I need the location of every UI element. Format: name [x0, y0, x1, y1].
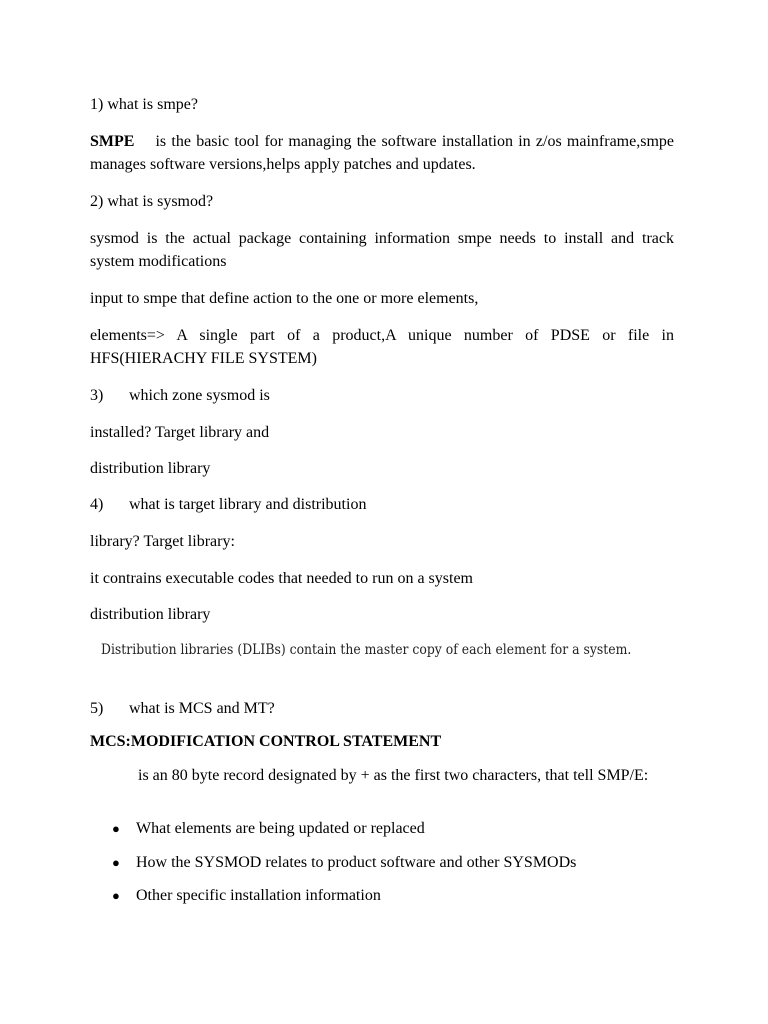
question-4-line-2: library? Target library: — [90, 533, 235, 550]
question-3-line-3: distribution library — [90, 460, 211, 477]
question-4-text: what is target library and distribution — [129, 496, 367, 513]
answer-2-line-2: input to smpe that define action to the one or more elements, — [90, 290, 479, 307]
answer-4-line-2: distribution library — [90, 606, 211, 623]
answer-4: it contrains executable codes that needed to run on a system — [90, 570, 473, 587]
question-5 — [90, 697, 674, 720]
bullet-item-1 — [112, 817, 425, 840]
question-3-number: 3) — [90, 387, 104, 404]
bullet-icon: ● — [112, 821, 120, 836]
answer-5: is an 80 byte record designated by + as the first two characters, that tell SMP/E: — [138, 767, 649, 784]
bullet-item-3 — [112, 884, 381, 907]
dlib-quote: Distribution libraries (DLIBs) contain the master copy of each element for a system. — [101, 642, 632, 658]
question-5-number: 5) — [90, 700, 104, 717]
question-4-number: 4) — [90, 496, 104, 513]
answer-1 — [90, 130, 674, 176]
question-3-line-2: installed? Target library and — [90, 424, 270, 441]
answer-2: sysmod is the actual package containing information smpe needs to install and track system modifications — [90, 230, 674, 270]
question-3-text: which zone sysmod is — [129, 387, 270, 404]
bullet-item-2 — [112, 851, 576, 874]
question-4 — [90, 493, 674, 516]
bullet-icon: ● — [112, 888, 120, 903]
bullet-text-2: How the SYSMOD relates to product software and other SYSMODs — [136, 854, 577, 871]
bullet-text-1: What elements are being updated or replaced — [136, 820, 425, 837]
question-1: 1) what is smpe? — [90, 96, 198, 113]
smpe-term: SMPE — [90, 133, 135, 150]
question-5-text: what is MCS and MT? — [129, 700, 275, 717]
bullet-text-3: Other specific installation information — [136, 887, 381, 904]
answer-2-line-3: elements=> A single part of a product,A unique number of PDSE or file in HFS(HIERACHY FILE SYSTEM) — [90, 327, 674, 367]
answer-1-text: is the basic tool for managing the software installation in z/os mainframe,smpe manages software versions,helps apply patches and updates. — [90, 133, 674, 173]
question-2: 2) what is sysmod? — [90, 193, 214, 210]
bullet-icon: ● — [112, 855, 120, 870]
question-3 — [90, 384, 674, 407]
mcs-heading: MCS:MODIFICATION CONTROL STATEMENT — [90, 733, 442, 750]
